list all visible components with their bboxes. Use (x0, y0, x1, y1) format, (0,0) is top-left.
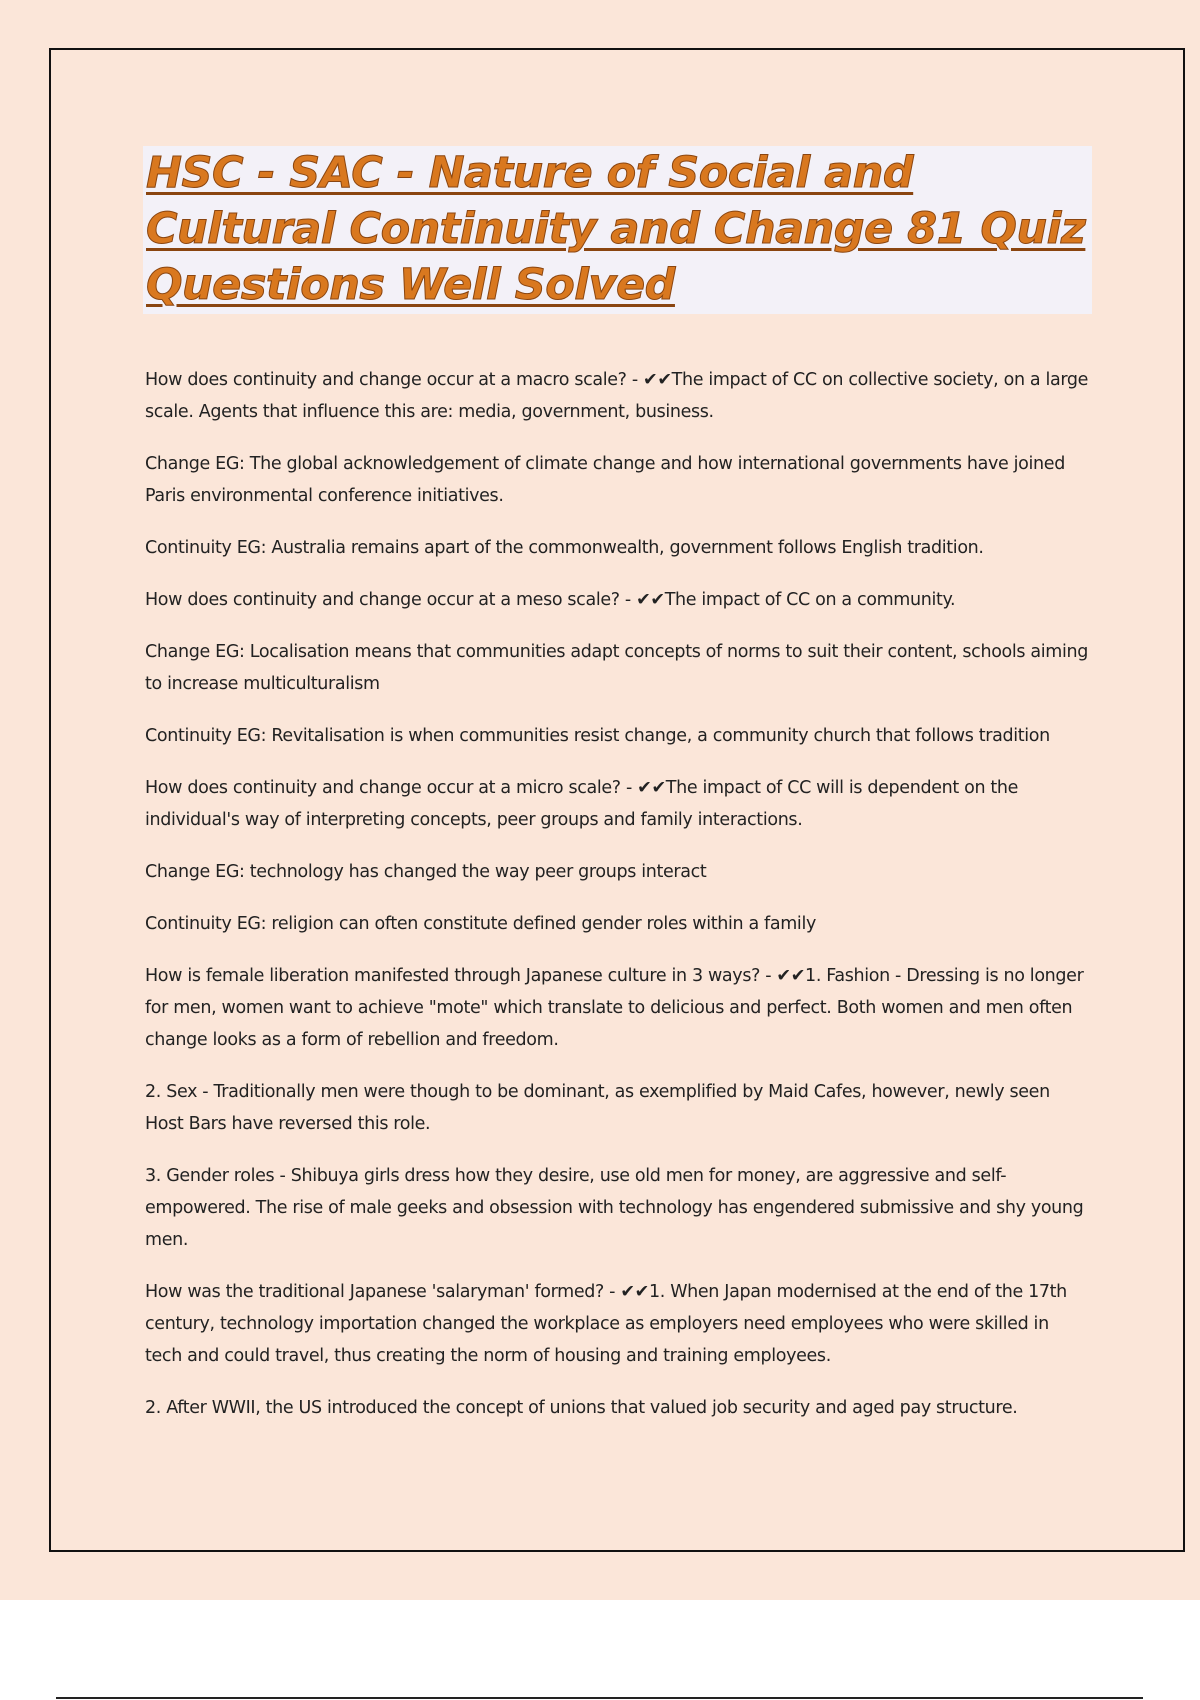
paragraph-meso-question: How does continuity and change occur at a meso scale? - ✔✔The impact of CC on a community. (145, 590, 956, 610)
paragraph-micro-change: Change EG: technology has changed the way peer groups interact (145, 862, 707, 882)
footer-divider (56, 1697, 1143, 1699)
paragraph-salaryman-wwii: 2. After WWII, the US introduced the concept of unions that valued job security and aged pay structure. (145, 1398, 1018, 1418)
paragraph-micro-question: How does continuity and change occur at a micro scale? - ✔✔The impact of CC will is dependent on the individual's way of interpreting concepts, peer groups and family interactions. (145, 778, 1019, 830)
paragraph-female-liberation-gender-roles: 3. Gender roles - Shibuya girls dress how they desire, use old men for money, are aggressive and self-empowered. The rise of male geeks and obsession with technology has engendered submissive and shy young men. (145, 1166, 1084, 1250)
paragraph-macro-change: Change EG: The global acknowledgement of climate change and how international governments have joined Paris environmental conference initiatives. (145, 454, 1065, 506)
paragraph-macro-question: How does continuity and change occur at a macro scale? - ✔✔The impact of CC on collective society, on a large scale. Agents that influence this are: media, government, business. (145, 370, 1089, 422)
paragraph-female-liberation-question: How is female liberation manifested through Japanese culture in 3 ways? - ✔✔1. Fashion - Dressing is no longer for men, women want to achieve "mote" which translate to delicious and perfect. Both women and men often change looks as a form of rebellion and freedom. (145, 966, 1084, 1050)
paragraph-micro-continuity: Continuity EG: religion can often constitute defined gender roles within a family (145, 914, 816, 934)
document-body (145, 364, 1090, 1444)
paragraph-female-liberation-sex: 2. Sex - Traditionally men were though to be dominant, as exemplified by Maid Cafes, however, newly seen Host Bars have reversed this role. (145, 1082, 1050, 1134)
paragraph-meso-continuity: Continuity EG: Revitalisation is when communities resist change, a community church that follows tradition (145, 726, 1050, 746)
document-title: HSC - SAC - Nature of Social and Cultural Continuity and Change 81 Quiz Questions Well Solved (146, 148, 1086, 310)
paragraph-macro-continuity: Continuity EG: Australia remains apart of the commonwealth, government follows English tradition. (145, 538, 984, 558)
paragraph-salaryman-question: How was the traditional Japanese 'salaryman' formed? - ✔✔1. When Japan modernised at the end of the 17th century, technology importation changed the workplace as employers need employees who were skilled in tech and could travel, thus creating the norm of housing and training employees. (145, 1282, 1067, 1366)
paragraph-meso-change: Change EG: Localisation means that communities adapt concepts of norms to suit their content, schools aiming to increase multiculturalism (145, 642, 1088, 694)
